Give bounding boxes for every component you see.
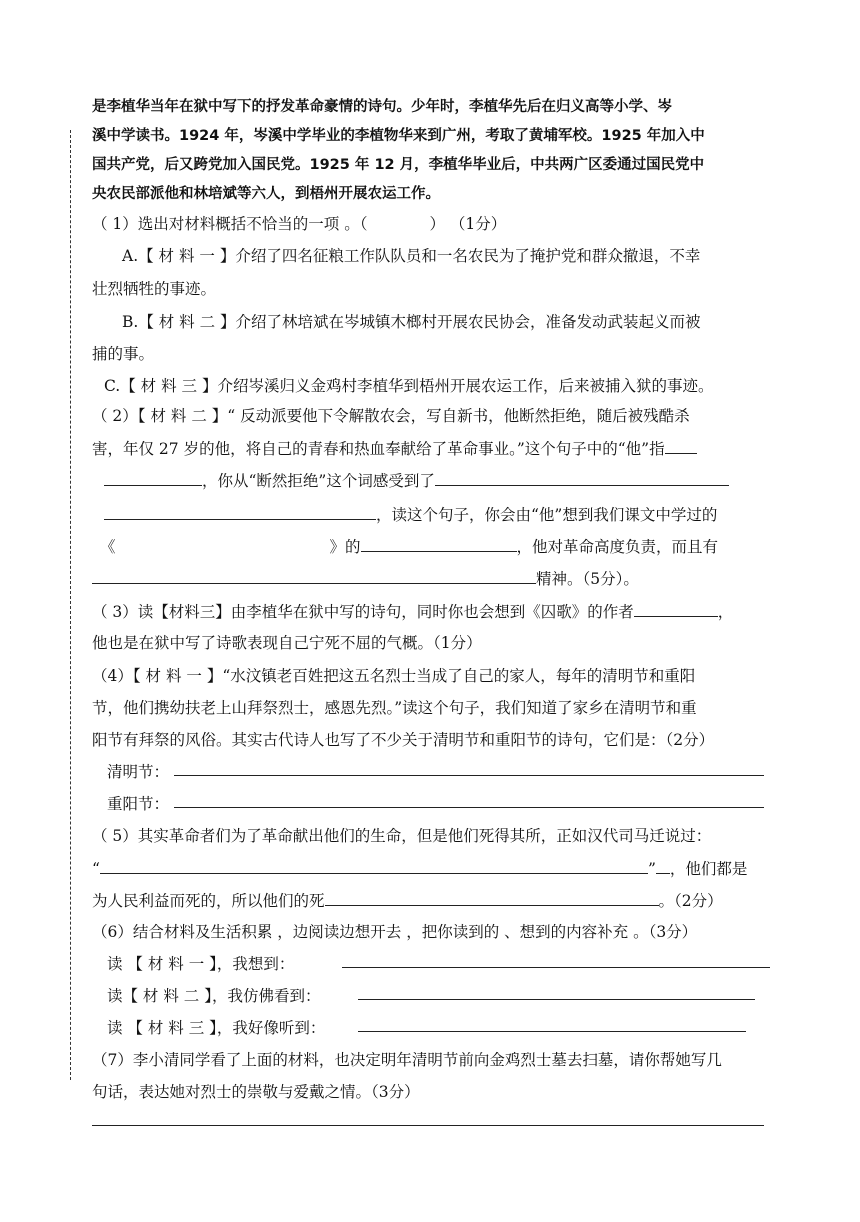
q6-read-1-label: 读 【 材 料 一 】，我想到： <box>107 955 295 973</box>
q3-line-1-end: ， <box>717 603 734 621</box>
q5-line-2 <box>92 857 747 880</box>
q4-line-1: （4）【 材 料 一 】“水汶镇老百姓把这五名烈士当成了自己的家人，每年的清明节和重阳 <box>92 667 696 685</box>
q1-stem <box>92 213 506 235</box>
q6-read-3-answer-line[interactable] <box>358 1031 746 1032</box>
q5-line-3-end: 。（2分） <box>658 892 723 910</box>
q5-blank-death[interactable] <box>325 889 659 906</box>
intro-line-3: 国共产党，后又跨党加入国民党。1925 年 12 月，李植华毕业后，中共两广区委通过国民党中 <box>92 157 705 173</box>
q2-line-5 <box>100 535 718 558</box>
intro-line-2: 溪中学读书。1924 年，岑溪中学毕业的李植物华来到广州，考取了黄埔军校。1925 年加入中 <box>92 128 705 144</box>
q1-option-b-line1: B.【 材 料 二 】介绍了林培斌在岑城镇木榔村开展农民协会，准备发动武装起义而被 <box>122 313 701 331</box>
q5-open-quote: “ <box>92 860 100 878</box>
q2-line-1: （ 2）【 材 料 二 】“ 反动派要他下令解散农会，写自新书，他断然拒绝，随后被残酷杀 <box>92 407 690 425</box>
q2-open-quote: 《 <box>100 538 116 556</box>
q2-blank-person[interactable] <box>361 535 517 552</box>
q6-read-1-answer-line[interactable] <box>342 967 770 968</box>
q2-line-4-text: ，读这个句子，你会由“他”想到我们课文中学过的 <box>376 506 718 524</box>
q1-option-a-line1: A.【 材 料 一 】介绍了四名征粮工作队队员和一名农民为了掩护党和群众撤退，不幸 <box>122 247 701 265</box>
q3-blank-author[interactable] <box>634 600 718 617</box>
q3-line-1-text: （ 3）读【材料三】由李植华在狱中写的诗句，同时你也会想到《囚歌》的作者 <box>92 603 634 621</box>
q2-line-4 <box>104 503 717 526</box>
q2-blank-feeling-part2[interactable] <box>104 503 376 520</box>
q1-option-b-line2: 捕的事。 <box>92 345 155 363</box>
q7-line-2: 句话，表达她对烈士的崇敬与爱戴之情。（3分） <box>92 1083 420 1101</box>
q2-blank-who-part2[interactable] <box>104 469 202 486</box>
q4-chongyang-label: 重阳节： <box>107 795 170 813</box>
q1-option-c: C.【 材 料 三 】介绍岑溪归义金鸡村李植华到梧州开展农运工作，后来被捕入狱的事迹。 <box>104 377 714 395</box>
q6-read-2-answer-line[interactable] <box>358 999 755 1000</box>
q4-qingming-label: 清明节： <box>107 763 170 781</box>
q6-read-3-label: 读 【 材 料 三 】，我好像听到： <box>107 1019 326 1037</box>
intro-line-1: 是李植华当年在狱中写下的抒发革命豪情的诗句。少年时，李植华先后在归义高等小学、岑 <box>92 99 672 115</box>
q6-read-2-label: 读【 材 料 二 】，我仿佛看到： <box>107 987 321 1005</box>
q2-line-2-text: 害，年仅 27 岁的他，将自己的青春和热血奉献给了革命事业。”这个句子中的“他”指 <box>92 440 665 458</box>
q5-line-3 <box>92 889 723 912</box>
q4-line-2: 节，他们携幼扶老上山拜祭烈士，感恩先烈。”读这个句子，我们知道了家乡在清明节和重 <box>92 699 697 717</box>
q1-option-a-line2: 壮烈牺牲的事迹。 <box>92 280 217 298</box>
q2-line-3 <box>104 469 729 492</box>
q4-chongyang-answer-line[interactable] <box>174 807 764 808</box>
intro-line-4: 央农民部派他和林培斌等六人，到梧州开展农运工作。 <box>92 186 440 202</box>
q1-stem-score: ） （1分） <box>429 215 507 233</box>
binding-margin-line <box>70 130 71 1080</box>
q5-close-quote: ” <box>647 860 656 878</box>
q4-line-3: 阳节有拜祭的风俗。其实古代诗人也写了不少关于清明节和重阳节的诗句，它们是：（2分） <box>92 731 715 749</box>
q6-line-1: （6）结合材料及生活积累 ，边阅读边想开去 ，把你读到的 、想到的内容补充 。（3分） <box>92 923 698 941</box>
q4-qingming-answer-line[interactable] <box>174 775 764 776</box>
q2-blank-feeling-part1[interactable] <box>435 469 729 486</box>
q5-line-1: （ 5）其实革命者们为了革命献出他们的生命，但是他们死得其所，正如汉代司马迁说过： <box>92 827 712 845</box>
q2-line-3-text: ，你从“断然拒绝”这个词感受到了 <box>202 472 435 490</box>
q2-blank-who-part1[interactable] <box>665 437 697 454</box>
q5-blank-quote[interactable] <box>100 857 648 874</box>
q5-blank-quote-tail[interactable] <box>656 857 670 874</box>
q5-line-2-text: ，他们都是 <box>669 860 748 878</box>
q1-stem-text: （ 1）选出对材料概括不恰当的一项 。（ <box>92 215 368 233</box>
q2-line-2 <box>92 437 697 460</box>
q7-line-1: （7）李小清同学看了上面的材料，也决定明年清明节前向金鸡烈士墓去扫墓，请你帮她写几 <box>92 1051 722 1069</box>
q5-line-3-text: 为人民利益而死的，所以他们的死 <box>92 892 325 910</box>
q2-line-5-mid: 》的 <box>329 538 361 556</box>
q3-line-1 <box>92 600 733 623</box>
q2-line-6-text: 精神。（5分）。 <box>536 570 639 588</box>
q2-line-5-text: ，他对革命高度负责，而且有 <box>516 538 719 556</box>
q2-blank-spirit[interactable] <box>92 567 536 584</box>
q2-line-6 <box>92 567 639 590</box>
q7-answer-line[interactable] <box>92 1125 764 1126</box>
q3-line-2: 他也是在狱中写了诗歌表现自己宁死不屈的气概。（1分） <box>92 634 482 652</box>
